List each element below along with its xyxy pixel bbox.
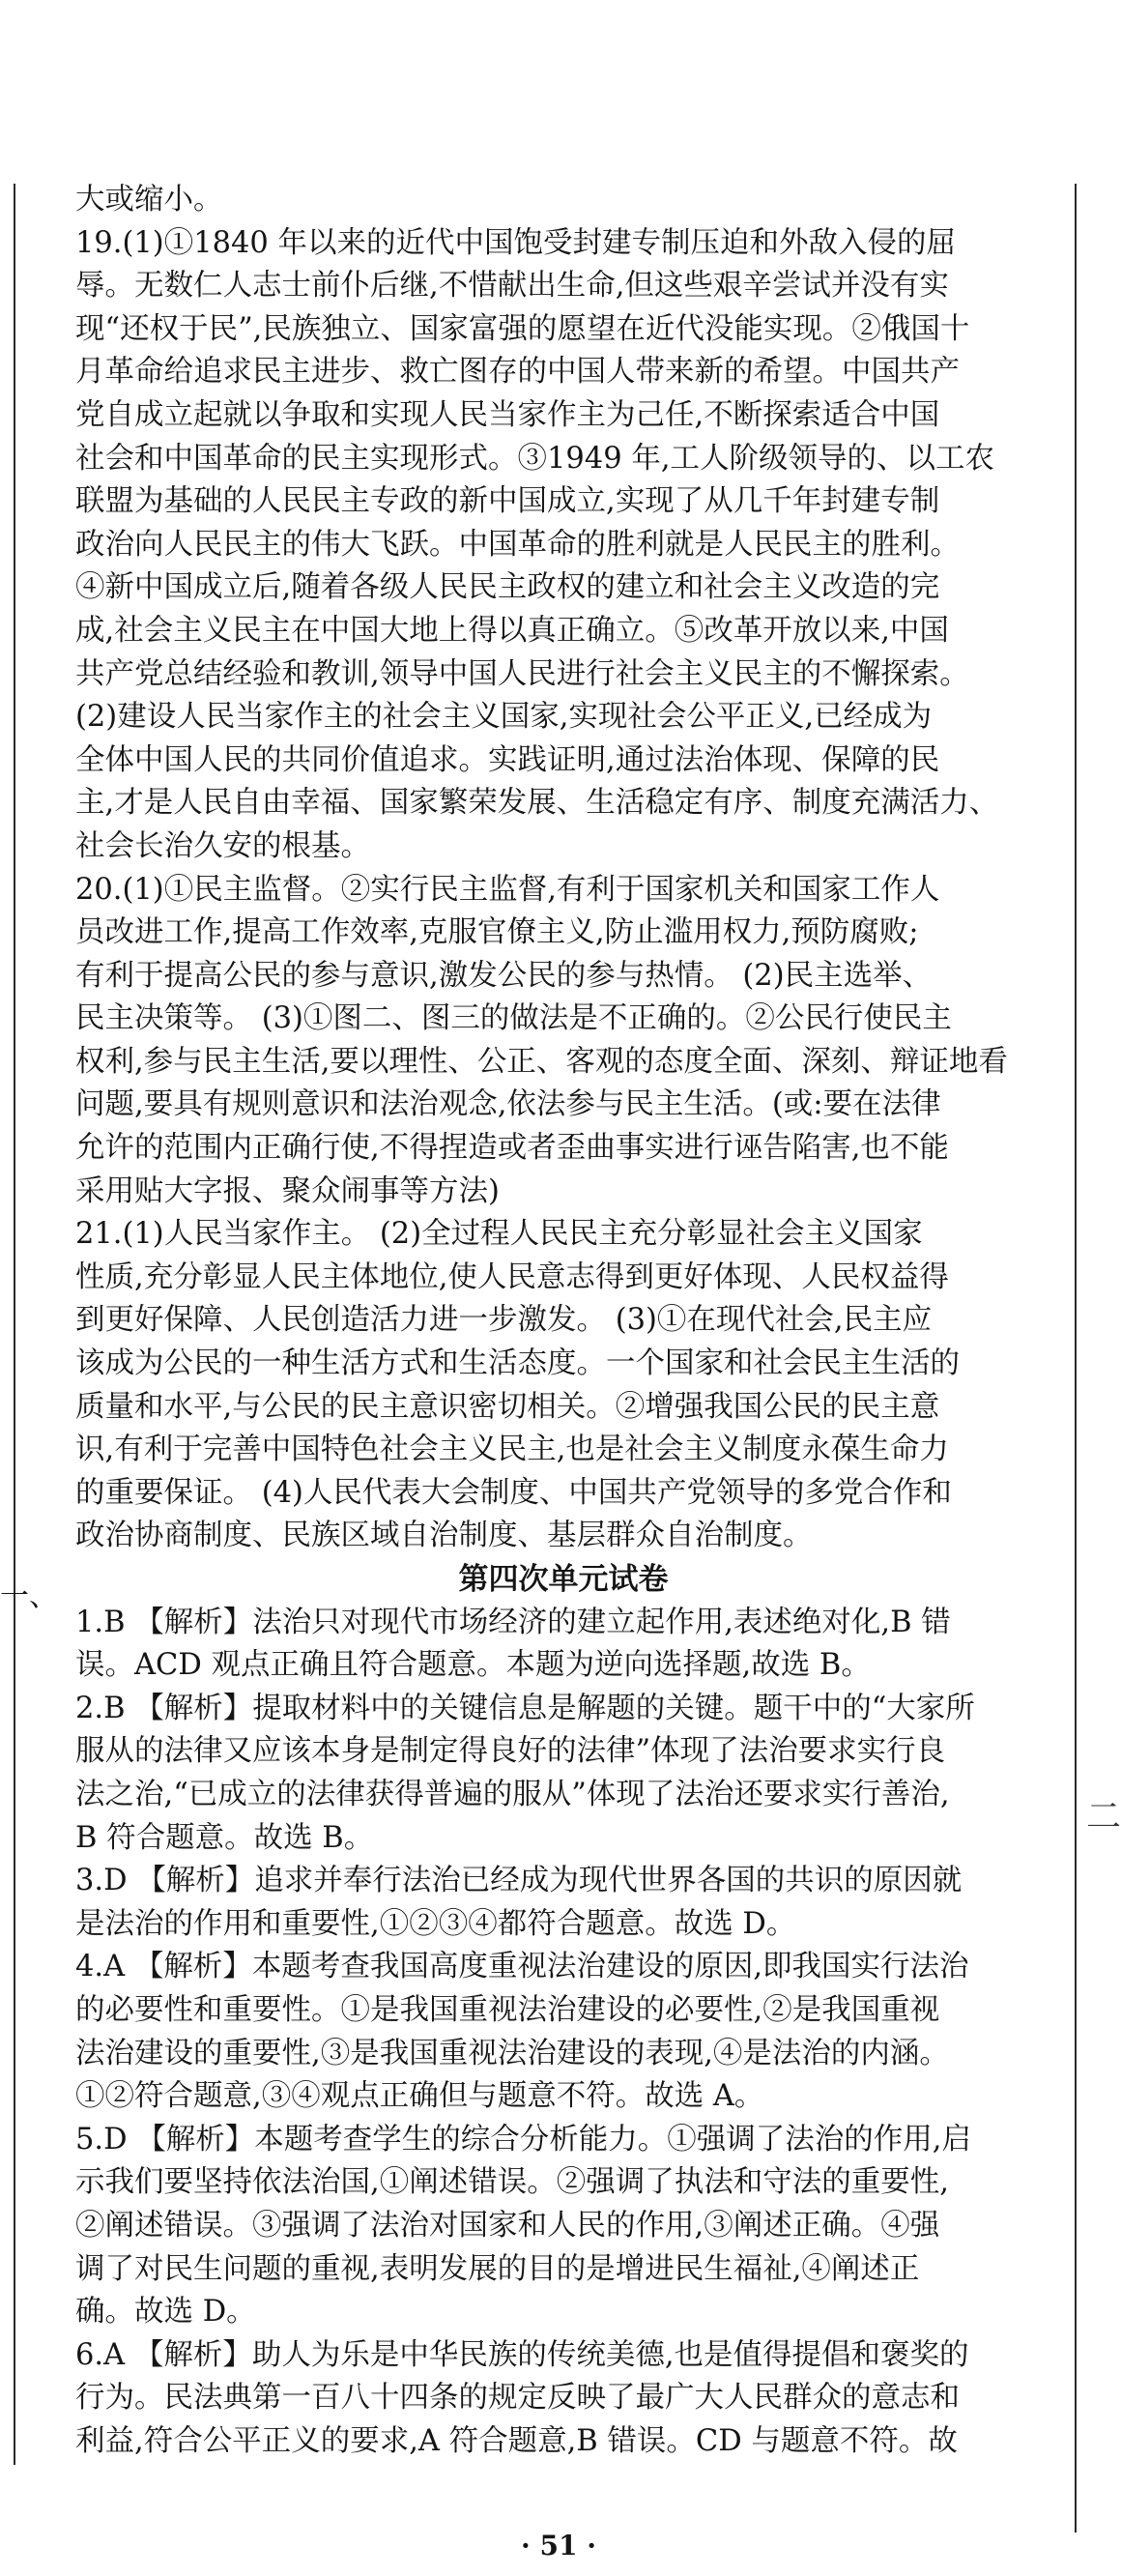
text-line: 现“还权于民”,民族独立、国家富强的愿望在近代没能实现。②俄国十 bbox=[75, 311, 970, 346]
text-line: 采用贴大字报、聚众闹事等方法) bbox=[75, 1173, 500, 1208]
text-line: 19.(1)①1840 年以来的近代中国饱受封建专制压迫和外敌入侵的屈 bbox=[75, 225, 957, 260]
text-line: 该成为公民的一种生活方式和生活态度。一个国家和社会民主生活的 bbox=[75, 1346, 960, 1381]
text-line: 社会长治久安的根基。 bbox=[75, 828, 370, 863]
text-line: 服从的法律又应该本身是制定得良好的法律”体现了法治要求实行良 bbox=[75, 1734, 946, 1769]
text-line: 法治建设的重要性,③是我国重视法治建设的表现,④是法治的内涵。 bbox=[75, 2036, 949, 2070]
text-line: 社会和中国革命的民主实现形式。③1949 年,工人阶级领导的、以工农 bbox=[75, 441, 995, 476]
text-line: 有利于提高公民的参与意识,激发公民的参与热情。 (2)民主选举、 bbox=[75, 958, 933, 993]
text-line: 4.A 【解析】本题考查我国高度重视法治建设的原因,即我国实行法治 bbox=[75, 1950, 969, 1984]
text-line: 的必要性和重要性。①是我国重视法治建设的必要性,②是我国重视 bbox=[75, 1992, 940, 2027]
text-line: 1.B 【解析】法治只对现代市场经济的建立起作用,表述绝对化,B 错 bbox=[75, 1605, 951, 1639]
text-line: 示我们要坚持依法治国,①阐述错误。②强调了执法和守法的重要性, bbox=[75, 2165, 949, 2200]
text-line: 成,社会主义民主在中国大地上得以真正确立。⑤改革开放以来,中国 bbox=[75, 613, 949, 648]
text-line: 共产党总结经验和教训,领导中国人民进行社会主义民主的不懈探索。 bbox=[75, 656, 969, 691]
section-mark: 一、 bbox=[0, 1579, 58, 1613]
text-line: 民主决策等。 (3)①图二、图三的做法是不正确的。②公民行使民主 bbox=[75, 1001, 952, 1036]
text-line: 政治向人民民主的伟大飞跃。中国革命的胜利就是人民民主的胜利。 bbox=[75, 527, 960, 562]
text-line: 质量和水平,与公民的民主意识密切相关。②增强我国公民的民主意 bbox=[75, 1389, 940, 1424]
right-edge-mark: 二 bbox=[1086, 1797, 1121, 1837]
text-line: 月革命给追求民主进步、救亡图存的中国人带来新的希望。中国共产 bbox=[75, 355, 960, 390]
text-line: ①②符合题意,③④观点正确但与题意不符。故选 A。 bbox=[75, 2079, 764, 2114]
text-line: 允许的范围内正确行使,不得捏造或者歪曲事实进行诬告陷害,也不能 bbox=[75, 1131, 949, 1166]
text-line: 的重要保证。 (4)人民代表大会制度、中国共产党领导的多党合作和 bbox=[75, 1475, 952, 1510]
text-line: 到更好保障、人民创造活力进一步激发。 (3)①在现代社会,民主应 bbox=[75, 1303, 933, 1338]
text-line: 行为。民法典第一百八十四条的规定反映了最广大人民群众的意志和 bbox=[75, 2381, 960, 2416]
text-line: 是法治的作用和重要性,①②③④都符合题意。故选 D。 bbox=[75, 1906, 796, 1941]
text-line: 党自成立起就以争取和实现人民当家作主为己任,不断探索适合中国 bbox=[75, 397, 940, 432]
text-line: 辱。无数仁人志士前仆后继,不惜献出生命,但这些艰辛尝试并没有实 bbox=[75, 269, 949, 304]
right-margin-rule bbox=[1075, 184, 1077, 2533]
text-line: B 符合题意。故选 B。 bbox=[75, 1820, 374, 1855]
text-line: (2)建设人民当家作主的社会主义国家,实现社会公平正义,已经成为 bbox=[75, 700, 933, 735]
text-line: 联盟为基础的人民民主专政的新中国成立,实现了从几千年封建专制 bbox=[75, 484, 940, 519]
section-title: 第四次单元试卷 bbox=[458, 1562, 669, 1597]
text-line: 政治协商制度、民族区域自治制度、基层群众自治制度。 bbox=[75, 1519, 813, 1553]
text-line: 大或缩小。 bbox=[75, 183, 223, 217]
text-line: 5.D 【解析】本题考查学生的综合分析能力。①强调了法治的作用,启 bbox=[75, 2122, 971, 2156]
text-line: 全体中国人民的共同价值追求。实践证明,通过法治体现、保障的民 bbox=[75, 742, 940, 777]
text-line: 法之治,“已成立的法律获得普遍的服从”体现了法治还要求实行善治, bbox=[75, 1777, 950, 1811]
text-line: 性质,充分彰显人民主体地位,使人民意志得到更好体现、人民权益得 bbox=[75, 1259, 949, 1294]
text-line: 利益,符合公平正义的要求,A 符合题意,B 错误。CD 与题意不符。故 bbox=[75, 2423, 958, 2458]
text-line: ④新中国成立后,随着各级人民民主政权的建立和社会主义改造的完 bbox=[75, 570, 940, 605]
page-number: · 51 · bbox=[521, 2530, 596, 2562]
text-line: 员改进工作,提高工作效率,克服官僚主义,防止滥用权力,预防腐败; bbox=[75, 915, 919, 950]
text-line: 21.(1)人民当家作主。 (2)全过程人民民主充分彰显社会主义国家 bbox=[75, 1217, 923, 1252]
text-line: 确。故选 D。 bbox=[75, 2295, 256, 2330]
text-line: 3.D 【解析】追求并奉行法治已经成为现代世界各国的共识的原因就 bbox=[75, 1864, 963, 1898]
text-line: 20.(1)①民主监督。②实行民主监督,有利于国家机关和国家工作人 bbox=[75, 872, 940, 907]
text-line: 6.A 【解析】助人为乐是中华民族的传统美德,也是值得提倡和褒奖的 bbox=[75, 2337, 969, 2372]
text-line: ②阐述错误。③强调了法治对国家和人民的作用,③阐述正确。④强 bbox=[75, 2208, 940, 2243]
text-line: 2.B 【解析】提取材料中的关键信息是解题的关键。题干中的“大家所 bbox=[75, 1691, 975, 1725]
left-margin-rule bbox=[14, 184, 15, 2465]
text-line: 问题,要具有规则意识和法治观念,依法参与民主生活。(或:要在法律 bbox=[75, 1087, 941, 1122]
text-line: 识,有利于完善中国特色社会主义民主,也是社会主义制度永葆生命力 bbox=[75, 1433, 949, 1467]
text-line: 主,才是人民自由幸福、国家繁荣发展、生活稳定有序、制度充满活力、 bbox=[75, 786, 999, 821]
text-line: 权利,参与民主生活,要以理性、公正、客观的态度全面、深刻、辩证地看 bbox=[75, 1044, 1008, 1079]
answer-text-block bbox=[75, 179, 1051, 2463]
text-line: 误。ACD 观点正确且符合题意。本题为逆向选择题,故选 B。 bbox=[75, 1648, 871, 1683]
text-line: 调了对民生问题的重视,表明发展的目的是增进民生福祉,④阐述正 bbox=[75, 2251, 920, 2286]
